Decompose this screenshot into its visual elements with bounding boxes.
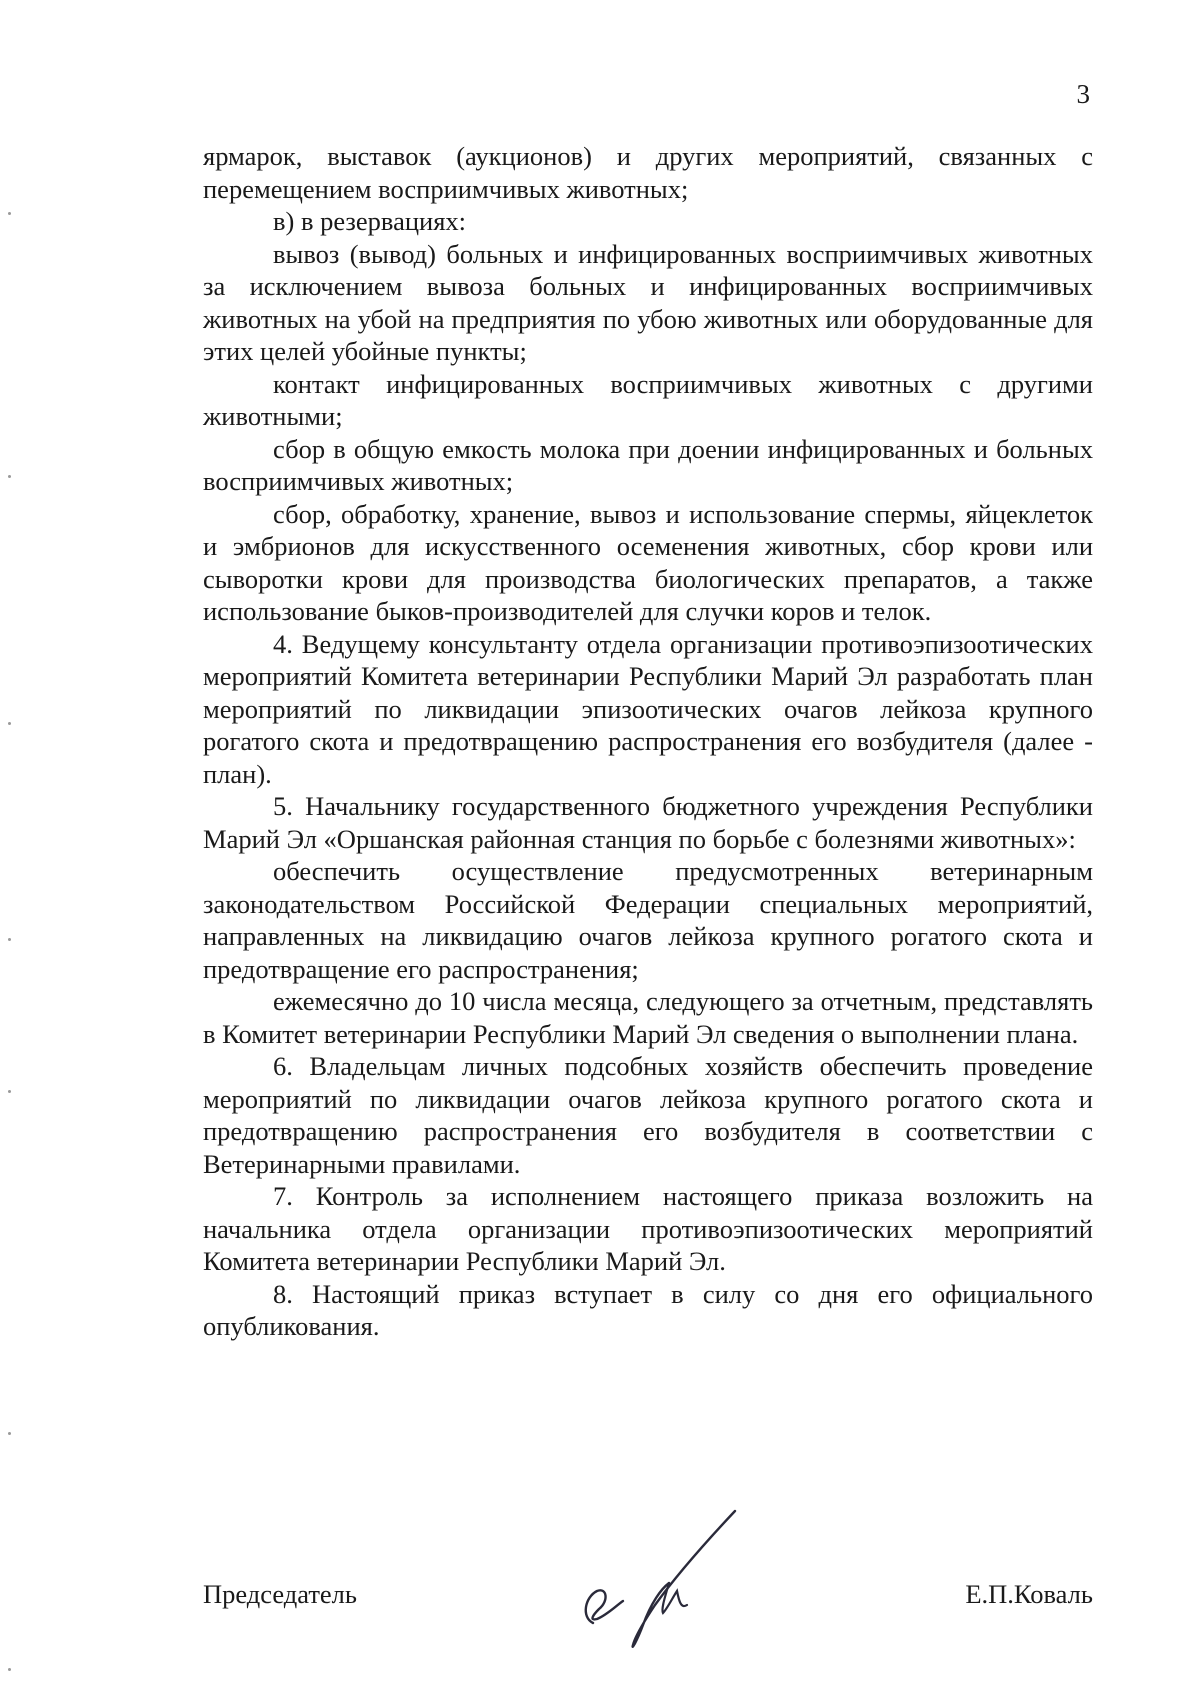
scan-speck xyxy=(8,1432,11,1435)
handwritten-signature-icon xyxy=(563,1505,743,1655)
document-body xyxy=(203,140,1093,1343)
paragraph: 8. Настоящий приказ вступает в силу со дня его официального опубликования. xyxy=(203,1278,1093,1341)
paragraph: ежемесячно до 10 числа месяца, следующего за отчетным, представлять в Комитет ветеринарии Республики Марий Эл сведения о выполнении плана. xyxy=(203,986,1093,1049)
paragraph: в) в резервациях: xyxy=(273,206,467,236)
paragraph: сбор, обработку, хранение, вывоз и использование спермы, яйцеклеток и эмбрионов для искусственного осеменения животных, сбор крови или сыворотки крови для производства биологических препаратов, а также использование быков-производителей для случки коров и телок. xyxy=(203,498,1093,626)
scan-speck xyxy=(8,212,11,215)
signatory-title: Председатель xyxy=(203,1579,357,1609)
paragraph: контакт инфицированных восприимчивых животных с другими животными; xyxy=(203,368,1093,431)
paragraph: ярмарок, выставок (аукционов) и других мероприятий, связанных с перемещением восприимчивых животных; xyxy=(203,141,1093,204)
paragraph: 4. Ведущему консультанту отдела организации противоэпизоотических мероприятий Комитета ветеринарии Республики Марий Эл разработать план мероприятий по ликвидации эпизоотических очагов лейкоза крупного рогатого скота и предотвращению распространения его возбудителя (далее - план). xyxy=(203,628,1093,789)
page-number: 3 xyxy=(1076,79,1090,109)
signature-block xyxy=(203,1525,1093,1675)
paragraph: 5. Начальнику государственного бюджетного учреждения Республики Марий Эл «Оршанская районная станция по борьбе с болезнями животных»: xyxy=(203,791,1093,854)
scan-speck xyxy=(8,938,11,941)
scan-speck xyxy=(8,475,11,478)
signatory-name: Е.П.Коваль xyxy=(965,1579,1093,1609)
paragraph: вывоз (вывод) больных и инфицированных восприимчивых животных за исключением вывоза больных и инфицированных восприимчивых животных на убой на предприятия по убою животных или оборудованные для этих целей убойные пункты; xyxy=(203,238,1093,366)
paragraph: сбор в общую емкость молока при доении инфицированных и больных восприимчивых животных; xyxy=(203,433,1093,496)
scan-speck xyxy=(8,722,11,725)
paragraph: обеспечить осуществление предусмотренных ветеринарным законодательством Российской Федерации специальных мероприятий, направленных на ликвидацию очагов лейкоза крупного рогатого скота и предотвращение его распространения; xyxy=(203,856,1093,984)
scan-speck xyxy=(8,1090,11,1093)
paragraph: 7. Контроль за исполнением настоящего приказа возложить на начальника отдела организации противоэпизоотических мероприятий Комитета ветеринарии Республики Марий Эл. xyxy=(203,1181,1093,1276)
scan-speck xyxy=(8,1668,11,1671)
paragraph: 6. Владельцам личных подсобных хозяйств обеспечить проведение мероприятий по ликвидации очагов лейкоза крупного рогатого скота и предотвращению распространения его возбудителя в соответствии с Ветеринарными правилами. xyxy=(203,1051,1093,1179)
